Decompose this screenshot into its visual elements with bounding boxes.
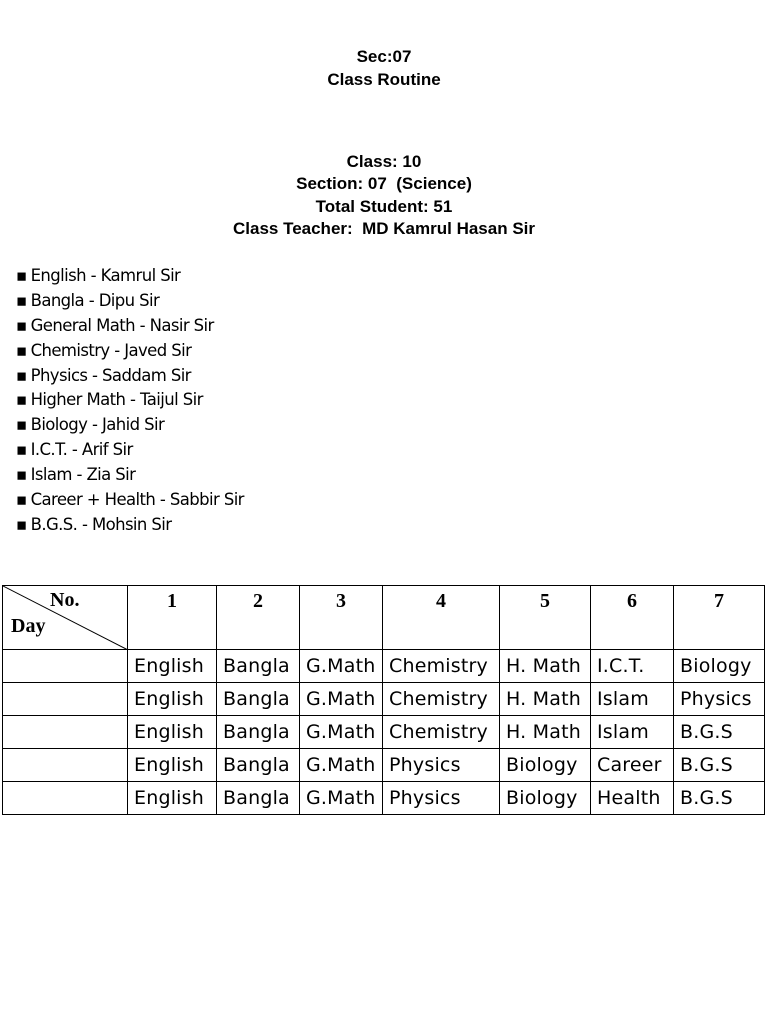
teacher-label: English - Kamrul Sir — [30, 266, 181, 285]
bullet-icon: ▪ — [16, 315, 27, 335]
teacher-item — [16, 488, 244, 513]
subject-cell: H. Math — [500, 650, 591, 683]
routine-table — [2, 585, 765, 815]
teacher-label: Higher Math - Taijul Sir — [30, 390, 203, 410]
page-title: Class Routine — [327, 70, 441, 89]
subject-cell: G.Math — [300, 782, 383, 815]
teacher-item — [16, 438, 244, 463]
period-header: 1 — [128, 586, 217, 650]
section-heading: Sec:07 — [356, 47, 412, 66]
period-header: 5 — [500, 586, 591, 650]
subject-cell: Health — [591, 782, 674, 815]
subject-cell: Bangla — [217, 749, 300, 782]
class-label: Class: 10 — [346, 152, 422, 171]
day-cell — [3, 650, 128, 683]
class-teacher: Class Teacher: MD Kamrul Hasan Sir — [232, 219, 535, 238]
teacher-list — [16, 264, 244, 538]
table-row — [3, 749, 765, 782]
teacher-item — [16, 388, 244, 413]
subject-cell: English — [128, 650, 217, 683]
subject-cell: G.Math — [300, 683, 383, 716]
period-header: 3 — [300, 586, 383, 650]
subject-cell: Bangla — [217, 650, 300, 683]
teacher-label: Chemistry - Javed Sir — [30, 340, 192, 360]
teacher-item — [16, 413, 244, 438]
teacher-label: Career + Health - Sabbir Sir — [30, 490, 244, 510]
teacher-item — [16, 314, 244, 339]
subject-cell: B.G.S — [674, 782, 765, 815]
subject-cell: Biology — [674, 650, 765, 683]
subject-cell: Islam — [591, 716, 674, 749]
teacher-item — [16, 364, 244, 389]
subject-cell: Career — [591, 749, 674, 782]
subject-cell: B.G.S — [674, 749, 765, 782]
teacher-item — [16, 289, 244, 314]
subject-cell: Chemistry — [383, 683, 500, 716]
subject-cell: Chemistry — [383, 716, 500, 749]
subject-cell: English — [128, 749, 217, 782]
day-cell — [3, 716, 128, 749]
day-cell — [3, 683, 128, 716]
day-cell — [3, 749, 128, 782]
bullet-icon: ▪ — [16, 514, 27, 534]
period-header: 6 — [591, 586, 674, 650]
teacher-label: Physics - Saddam Sir — [30, 365, 191, 385]
period-header: 4 — [383, 586, 500, 650]
teacher-item — [16, 264, 244, 289]
teacher-item — [16, 513, 244, 538]
teacher-label: Bangla - Dipu Sir — [30, 290, 160, 310]
subject-cell: H. Math — [500, 683, 591, 716]
teacher-item — [16, 463, 244, 488]
subject-cell: G.Math — [300, 650, 383, 683]
bullet-icon: ▪ — [16, 440, 27, 460]
teacher-item — [16, 339, 244, 364]
table-row — [3, 683, 765, 716]
header-row — [3, 586, 765, 650]
corner-day-label: Day — [11, 615, 46, 637]
table-row — [3, 782, 765, 815]
subject-cell: G.Math — [300, 716, 383, 749]
bullet-icon: ▪ — [16, 340, 27, 360]
period-header: 2 — [217, 586, 300, 650]
subject-cell: English — [128, 683, 217, 716]
routine-body — [3, 650, 765, 815]
subject-cell: B.G.S — [674, 716, 765, 749]
bullet-icon: ▪ — [16, 415, 27, 435]
teacher-label: Islam - Zia Sir — [30, 465, 136, 485]
teacher-label: Biology - Jahid Sir — [30, 415, 165, 435]
teacher-label: General Math - Nasir Sir — [30, 315, 214, 335]
subject-cell: Physics — [383, 749, 500, 782]
corner-cell — [3, 586, 128, 650]
subject-cell: English — [128, 716, 217, 749]
bullet-icon: ▪ — [16, 365, 27, 385]
subject-cell: Physics — [383, 782, 500, 815]
subject-cell: I.C.T. — [591, 650, 674, 683]
bullet-icon: ▪ — [16, 390, 27, 410]
table-row — [3, 716, 765, 749]
teacher-label: I.C.T. - Arif Sir — [30, 440, 133, 460]
subject-cell: English — [128, 782, 217, 815]
subject-cell: Biology — [500, 749, 591, 782]
corner-no-label: No. — [50, 589, 80, 611]
bullet-icon: ▪ — [16, 490, 27, 510]
subject-cell: Islam — [591, 683, 674, 716]
bullet-icon: ▪ — [16, 290, 27, 310]
subject-cell: Bangla — [217, 683, 300, 716]
subject-cell: Bangla — [217, 716, 300, 749]
subject-cell: Biology — [500, 782, 591, 815]
section-info: Section: 07 (Science) — [296, 174, 472, 193]
subject-cell: Bangla — [217, 782, 300, 815]
subject-cell: Chemistry — [383, 650, 500, 683]
bullet-icon: ▪ — [16, 465, 27, 485]
subject-cell: H. Math — [500, 716, 591, 749]
total-students: Total Student: 51 — [315, 197, 453, 216]
day-cell — [3, 782, 128, 815]
teacher-label: B.G.S. - Mohsin Sir — [30, 514, 172, 534]
table-row — [3, 650, 765, 683]
bullet-icon: ▪ — [16, 266, 27, 285]
subject-cell: G.Math — [300, 749, 383, 782]
subject-cell: Physics — [674, 683, 765, 716]
period-header: 7 — [674, 586, 765, 650]
